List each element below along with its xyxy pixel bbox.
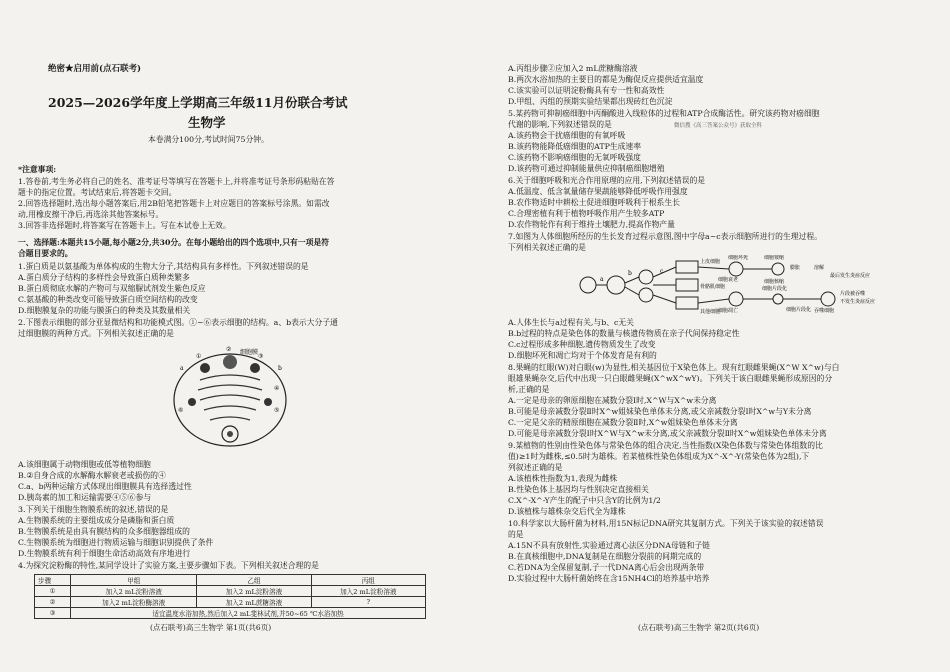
figure-label: 细胞膜 [240,349,259,356]
question-7-option: C.c过程形成多种细胞,遗传物质发生了改变 [508,340,656,349]
table-row [35,586,426,597]
exam-title: 2025—2026学年度上学期高三年级11月份联合考试 [48,95,348,110]
process-letter: a [600,276,604,283]
subject-title: 生物学 [188,115,226,130]
figure-label: ⑤ [274,407,280,414]
figure-label: ③ [258,353,264,360]
question-8-option: C.一定是父亲的精原细胞在减数分裂Ⅱ时,X^w姐妹染色单体未分离 [508,418,738,427]
daughter-cell [639,288,653,302]
table-cell: 加入2 mL淀粉溶液 [71,586,197,597]
figure-label: ① [196,353,202,360]
table-header-row [35,575,426,586]
table-header-cell: 乙组 [197,575,311,586]
score-note: 本卷满分100分,考试时间75分钟。 [148,135,269,144]
table-cell: 加入2 mL淀粉酶溶液 [71,597,197,608]
zygote-cell [580,277,596,293]
figure-label: 细胞衰老 [718,277,739,283]
question-8-stem: 8.果蝇的红眼(W)对白眼(w)为显性,相关基因位于X染色体上。现有红眼雌果蝇(X^W X^w)与白 [508,363,840,372]
question-2-option: B.②自身合成的水解酶水解衰老或损伤的④ [18,471,166,480]
question-7-option: A.人体生长与a过程有关,与b、c无关 [508,318,634,327]
figure-label: 片段被吞噬 [840,291,866,297]
question-7-stem: 下列相关叙述正确的是 [508,243,586,252]
question-7-option: D.细胞坏死和凋亡均对于个体发育是有利的 [508,351,657,360]
question-6-option: C.合理密植有利于植物呼吸作用产生较多ATP [508,209,665,218]
question-10-stem: 的是 [508,530,524,539]
figure-label: 溶解 [814,265,825,271]
question-4-option: C.该实验可以证明淀粉酶具有专一性和高效性 [508,86,665,95]
figure-label: ⑥ [178,407,184,414]
question-3-option: B.生物膜系统是由具有膜结构的众多细胞器组成的 [18,527,190,536]
table-header-cell: 丙组 [311,575,425,586]
question-8-option: A.一定是母亲的卵原细胞在减数分裂Ⅰ时,X^W与X^w未分离 [508,396,717,405]
question-5-stem: 代谢的影响,下列叙述错误的是 [508,120,612,129]
page-1 [0,0,460,672]
table-header-cell: 甲组 [71,575,197,586]
question-1-option: B.蛋白质彻底水解的产物可与双缩脲试剂发生紫色反应 [18,284,206,293]
table-cell: 加入2 mL淀粉溶液 [311,586,425,597]
endoplasmic-reticulum [198,375,262,420]
question-9-stem: 列叙述正确的是 [508,463,563,472]
table-cell: 加入2 mL蔗糖溶液 [197,597,311,608]
table-row [35,608,426,619]
vesicle [264,398,272,406]
process-letter: b [628,270,632,277]
figure-label: 骨骼肌细胞 [700,284,726,290]
shrunken-cell [772,263,784,275]
notice-line: 1.答卷前,考生务必将自己的姓名、准考证号等填写在答题卡上,并将准考证号条形码粘贴在答 [18,177,335,186]
notice-line: 2.回答选择题时,选出每小题答案后,用2B铅笔把答题卡上对应题目的答案标号涂黑。如需改 [18,199,330,208]
page-2 [478,0,940,672]
figure-label: 细胞片段化 [762,286,788,292]
other-cell [676,297,698,309]
question-8-stem: 眼雄果蝇杂交,后代中出现一只白眼雌果蝇(X^wX^wY)。下列关于该白眼雌果蝇形成原因的分 [508,374,833,383]
figure-label: b [278,365,282,372]
question-3-option: C.生物膜系统为细胞进行物质运输与细胞识别提供了条件 [18,538,214,547]
table-cell: 适宜温度水浴加热,然后加入2 mL斐林试剂,并50~65 ℃水浴加热 [71,608,426,619]
question-2-stem: 2.下图表示细胞的部分亚显微结构和功能模式图。①~⑥表示细胞的结构。a、b表示大分子通 [18,318,338,327]
figure-label: 最后发生炎症反应 [830,273,871,279]
figure-label: 细胞坏死 [728,255,749,261]
question-10-option: D.实验过程中大肠杆菌始终在含15NH4Cl的培养基中培养 [508,574,710,583]
question-4-option: B.两次水浴加热的主要目的都是为酶促反应提供适宜温度 [508,75,704,84]
section-heading: 合题目要求的。 [18,249,73,258]
question-8-option: B.可能是母亲减数分裂Ⅱ时X^w姐妹染色单体未分离,或父亲减数分裂Ⅰ时X^w与Y未分离 [508,407,812,416]
question-9-option: B.性染色体上基因均与性别决定直接相关 [508,485,649,494]
skeletal-muscle-cell [676,279,698,291]
section-heading: 一、选择题:本题共15小题,每小题2分,共30分。在每小题给出的四个选项中,只有一项是符 [18,238,330,247]
question-3-option: D.生物膜系统有利于细胞生命活动高效有序地进行 [18,549,191,558]
question-5-option: B.该药物能降低癌细胞的ATP生成速率 [508,142,642,151]
figure-label: 膨胀 [790,265,801,271]
figure-label: 不发生炎症反应 [840,299,876,305]
table-cell: 加入2 mL淀粉溶液 [197,586,311,597]
table-row [35,597,426,608]
question-6-option: B.农作物适时中耕松土促进细胞呼吸利于根系生长 [508,198,680,207]
question-6-option: A.低温度、低含氧量储存果蔬能够降低呼吸作用强度 [508,187,688,196]
experiment-table [34,574,426,619]
question-9-option: C.X^-X^-Y产生的配子中只含Y的比例为1/2 [508,496,661,505]
confidential-mark: 绝密★启用前(点石联考) [48,64,142,74]
figure-label: 上皮细胞 [700,259,721,265]
question-1-option: C.氨基酸的种类改变可能导致蛋白质空间结构的改变 [18,295,198,304]
vesicle [250,363,260,373]
question-2-option: A.该细胞属于动物细胞或低等植物细胞 [18,460,151,469]
question-5-option: C.该药物不影响癌细胞的无氧呼吸强度 [508,153,641,162]
figure-label: 细胞核缩 [764,279,785,285]
vesicle [223,355,237,369]
question-3-option: A.生物膜系统的主要组成成分是磷脂和蛋白质 [18,516,175,525]
phagocyte [821,292,835,306]
question-1-option: A.蛋白质分子结构的多样性会导致蛋白质种类繁多 [18,273,190,282]
question-6-option: D.农作物轮作有利于维持土壤肥力,提高作物产量 [508,220,675,229]
question-5-option: D.该药物可通过抑制能量供应抑制癌细胞增殖 [508,164,665,173]
notice-line: 3.回答非选择题时,将答案写在答题卡上。写在本试卷上无效。 [18,221,231,230]
figure-label: 吞噬细胞 [814,308,835,314]
figure-label: 细胞皱缩 [764,255,785,261]
question-1-stem: 1.蛋白质是以氨基酸为单体构成的生物大分子,其结构具有多样性。下列叙述错误的是 [18,262,309,271]
notice-line: 动,用橡皮擦干净后,再选涂其他答案标号。 [18,210,164,219]
daughter-cell [639,270,653,284]
notice-heading: *注意事项: [18,165,57,174]
figure-label: 细胞片段化 [786,307,812,313]
dying-cell [729,292,743,306]
epithelial-cell [676,261,698,273]
figure-label: 细胞凋亡 [718,308,739,314]
vesicle [200,363,210,373]
table-cell: ? [311,597,425,608]
process-letter: c [660,268,664,275]
figure-label: ② [226,346,232,353]
question-9-stem: 9.某植物的性别由性染色体与常染色体的组合决定,当性指数(X染色体数与常染色体组数的比 [508,441,823,450]
nucleolus [227,431,233,437]
question-2-option: D.胰岛素的加工和运输需要④⑤⑥参与 [18,493,152,502]
question-2-option: C.a、b两种运输方式体现出细胞膜具有选择透过性 [18,482,192,491]
question-8-stem: 析,正确的是 [508,385,550,394]
figure-label: a [180,365,184,372]
fragmented-cell [773,294,783,304]
table-cell: ② [35,597,71,608]
question-5-stem: 5.某药物可抑制癌细胞中丙酮酸进入线粒体的过程和ATP合成酶活性。研究该药物对癌细胞 [508,109,820,118]
cell-development-figure [578,255,898,315]
question-5-option: A.该药物会干扰癌细胞的有氧呼吸 [508,131,626,140]
question-10-option: A.15N不具有放射性,实验通过离心法区分DNA母链和子链 [508,541,710,550]
question-7-option: B.b过程的特点是染色体的数量与核遗传物质在亲子代间保持稳定性 [508,329,740,338]
question-1-option: D.细胞膜复杂的功能与膜蛋白的种类及其数量相关 [18,306,191,315]
cell-structure-figure [170,340,290,450]
page-footer: (点石联考)高三生物学 第1页(共6页) [150,623,272,632]
table-cell: ③ [35,608,71,619]
question-6-stem: 6.关于细胞呼吸和光合作用原理的应用,下列叙述错误的是 [508,176,706,185]
question-7-stem: 7.如图为人体细胞所经历的生长发育过程示意图,图中字母a~c表示细胞所进行的生理过程。 [508,232,822,241]
question-9-option: D.该植株与雄株杂交后代全为雄株 [508,507,626,516]
table-header-cell: 步骤 [35,575,71,586]
question-8-option: D.可能是母亲减数分裂Ⅰ时X^W与X^w未分离,或父亲减数分裂Ⅱ时X^w姐妹染色单体未分离 [508,429,827,438]
figure-label: ④ [274,385,280,392]
question-4-option: D.甲组、丙组的预期实验结果都出现砖红色沉淀 [508,97,673,106]
page-footer: (点石联考)高三生物学 第2页(共6页) [638,623,760,632]
question-10-option: B.在真核细胞中,DNA复制是在细胞分裂前的间期完成的 [508,552,702,561]
figure-label: 其他细胞 [700,309,721,315]
question-10-option: C.若DNA为全保留复制,子一代DNA离心后会出现两条带 [508,563,705,572]
watermark-note: 微信搜《高三答案公众号》获取全科 [674,123,763,129]
question-3-stem: 3.下列关于细胞生物膜系统的叙述,错误的是 [18,505,169,514]
question-9-option: A.该植株性指数为1,表现为雌株 [508,474,618,483]
question-2-stem: 过细胞膜的两种方式。下列相关叙述正确的是 [18,329,174,338]
table-cell: ① [35,586,71,597]
question-4-option: A.丙组步骤②应加入2 mL蔗糖酶溶液 [508,64,638,73]
dividing-cell [607,276,625,294]
question-4-stem: 4.为探究淀粉酶的特性,某同学设计了实验方案,主要步骤如下表。下列相关叙述合理的是 [18,561,319,570]
vesicle [188,398,196,406]
notice-line: 题卡的指定位置。考试结束后,将答题卡交回。 [18,188,177,197]
question-9-stem: 值)≥1时为雌株,≤0.5时为雄株。若某植株性染色体组成为X^-X^-Y(常染色体为2组),下 [508,452,810,461]
question-10-stem: 10.科学家以大肠杆菌为材料,用15N标记DNA研究其复制方式。下列关于该实验的叙述错误 [508,519,824,528]
aging-cell [729,262,743,276]
